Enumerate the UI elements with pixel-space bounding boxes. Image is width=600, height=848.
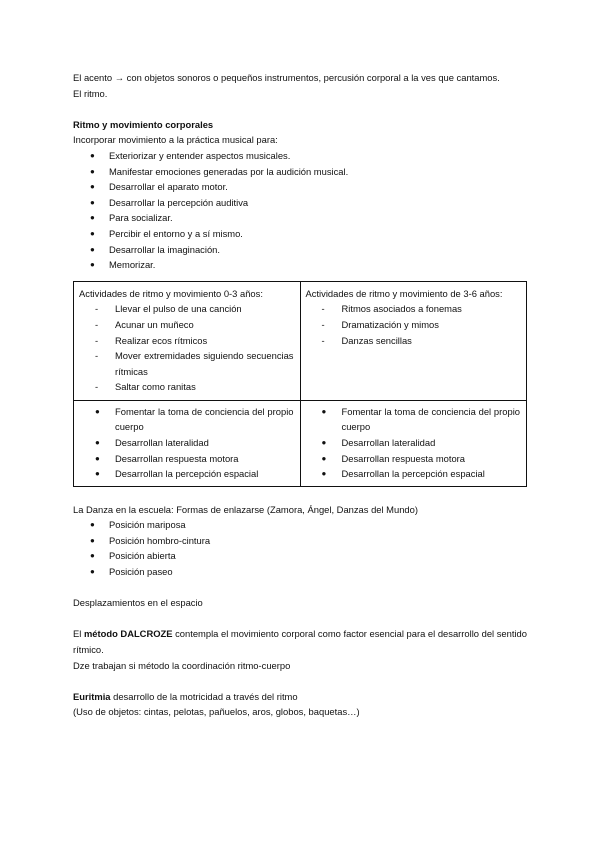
list-item: ● Posición abierta [87, 548, 527, 564]
list-item: - Saltar como ranitas [93, 379, 294, 395]
list-item: ● Percibir el entorno y a sí mismo. [87, 226, 527, 242]
ritmo-lead: Incorporar movimiento a la práctica musical para: [73, 134, 278, 146]
list-item: ● Desarrollar el aparato motor. [87, 179, 527, 195]
list-item: ● Desarrollan respuesta motora [93, 451, 294, 467]
list-item: ● Para socializar. [87, 210, 527, 226]
accent-paragraph: El acento → con objetos sonoros o pequeños instrumentos, percusión corporal a la ves que cantamos. [73, 72, 500, 83]
cell-3-6-activities [300, 281, 527, 400]
document-page [73, 70, 527, 720]
list-item: ● Posición hombro-cintura [87, 533, 527, 549]
list-item: ● Desarrollan la percepción espacial [93, 466, 294, 482]
list-item: ● Posición paseo [87, 564, 527, 580]
list-item: ● Exteriorizar y entender aspectos musicales. [87, 148, 527, 164]
ritmo-list [73, 148, 527, 273]
cell-0-3-goals [74, 400, 301, 486]
desplazamientos-line: Desplazamientos en el espacio [73, 597, 203, 609]
goals-list [306, 404, 521, 482]
list-item: - Mover extremidades siguiendo secuencias rítmicas [93, 348, 294, 379]
rhythm-line: El ritmo. [73, 87, 108, 99]
ritmo-heading: Ritmo y movimiento corporales [73, 118, 214, 130]
list-item: ● Memorizar. [87, 257, 527, 273]
list-item: ● Desarrollan la percepción espacial [320, 466, 521, 482]
danza-list [73, 517, 527, 579]
dash-list [306, 301, 521, 348]
euritmia-paragraph: Euritmia desarrollo de la motricidad a través del ritmo [73, 690, 298, 702]
list-item: - Realizar ecos rítmicos [93, 333, 294, 349]
list-item: - Danzas sencillas [320, 333, 521, 349]
list-item: ● Fomentar la toma de conciencia del propio cuerpo [93, 404, 294, 435]
activities-table [73, 281, 527, 487]
list-item: ● Desarrollar la imaginación. [87, 242, 527, 258]
goals-list [79, 404, 294, 482]
euritmia-line-2: (Uso de objetos: cintas, pelotas, pañuelos, aros, globos, baquetas…) [73, 706, 360, 718]
list-item: ● Desarrollar la percepción auditiva [87, 195, 527, 211]
cell-header: Actividades de ritmo y movimiento de 3-6 años: [305, 287, 503, 299]
cell-0-3-activities [74, 281, 301, 400]
list-item: ● Desarrollan respuesta motora [320, 451, 521, 467]
list-item: - Dramatización y mimos [320, 317, 521, 333]
list-item: - Ritmos asociados a fonemas [320, 301, 521, 317]
dalcroze-line-2: Dze trabajan si método la coordinación ritmo-cuerpo [73, 659, 291, 671]
list-item: ● Fomentar la toma de conciencia del propio cuerpo [320, 404, 521, 435]
list-item: - Acunar un muñeco [93, 317, 294, 333]
list-item: - Llevar el pulso de una canción [93, 301, 294, 317]
dash-list [79, 301, 294, 395]
list-item: ● Desarrollan lateralidad [320, 435, 521, 451]
dalcroze-paragraph: El método DALCROZE contempla el movimiento corporal como factor esencial para el desarrollo del sentido rítmico. [73, 628, 527, 656]
cell-header: Actividades de ritmo y movimiento 0-3 años: [79, 287, 263, 299]
danza-heading: La Danza en la escuela: Formas de enlazarse (Zamora, Ángel, Danzas del Mundo) [73, 503, 418, 515]
list-item: ● Desarrollan lateralidad [93, 435, 294, 451]
list-item: ● Manifestar emociones generadas por la audición musical. [87, 164, 527, 180]
cell-3-6-goals [300, 400, 527, 486]
list-item: ● Posición mariposa [87, 517, 527, 533]
